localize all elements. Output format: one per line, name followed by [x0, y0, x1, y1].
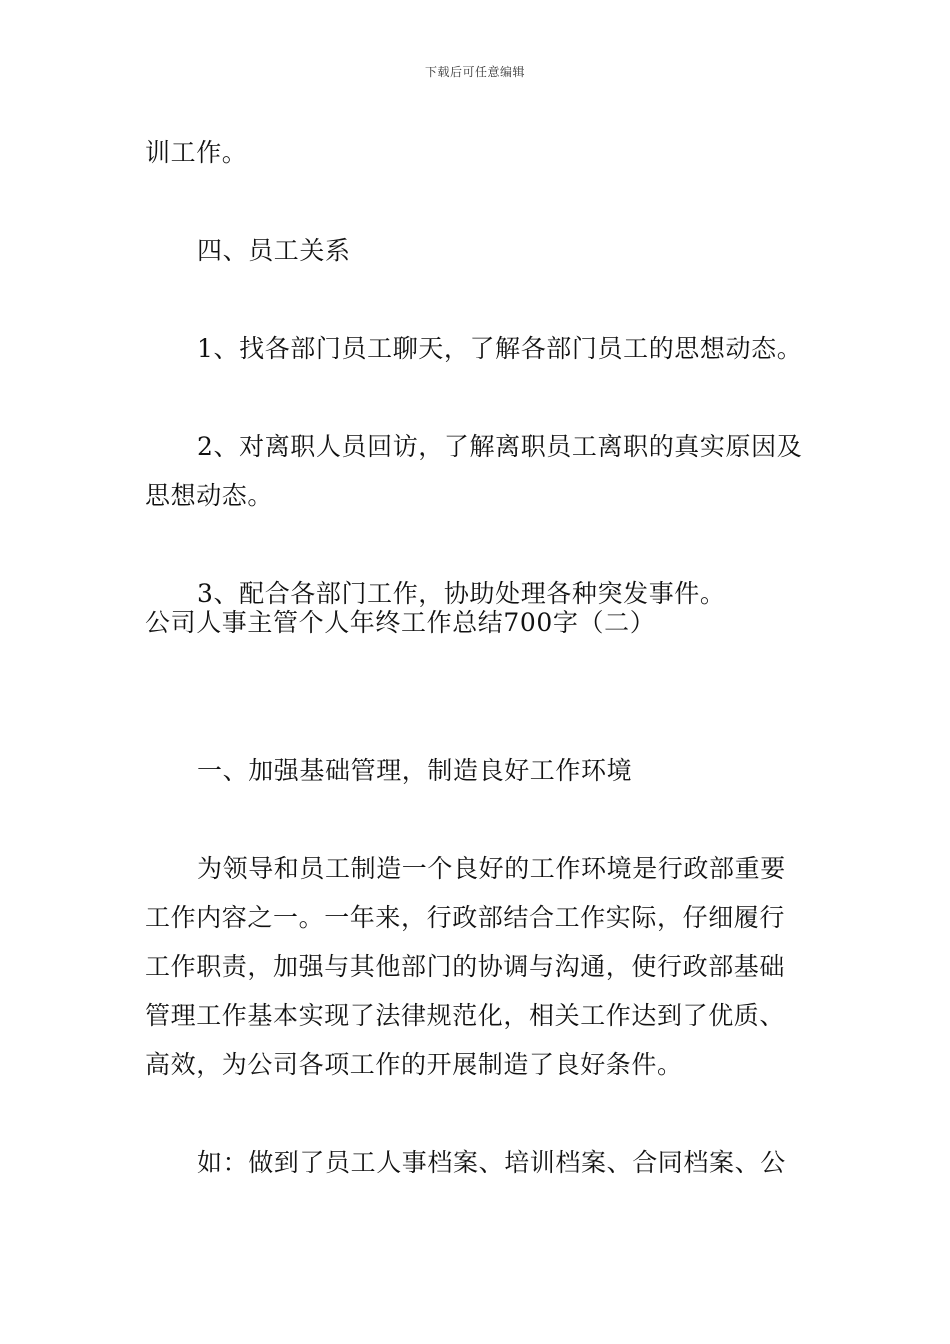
- list-item: 1、找各部门员工聊天，了解各部门员工的思想动态。: [197, 334, 803, 363]
- paragraph-gap: [145, 275, 810, 324]
- paragraph-line: 训工作。: [145, 138, 248, 167]
- paragraph-line: 如：做到了员工人事档案、培训档案、合同档案、公: [197, 1148, 786, 1177]
- section-heading: 四、员工关系: [197, 236, 351, 265]
- paragraph-line: 工作内容之一。一年来，行政部结合工作实际，仔细履行: [145, 903, 786, 932]
- paragraph-gap: [145, 795, 810, 844]
- paragraph-line: 管理工作基本实现了法律规范化，相关工作达到了优质、: [145, 1001, 786, 1030]
- paragraph-line: 思想动态。: [145, 481, 274, 510]
- paragraph-gap: [145, 177, 810, 226]
- page-header: 下载后可任意编辑: [424, 65, 525, 79]
- list-item: 2、对离职人员回访，了解离职员工离职的真实原因及: [197, 432, 803, 461]
- document-body: [145, 128, 810, 1187]
- paragraph-line: 为领导和员工制造一个良好的工作环境是行政部重要: [197, 854, 786, 883]
- paragraph-line: 高效，为公司各项工作的开展制造了良好条件。: [145, 1050, 683, 1079]
- paragraph-gap: [145, 373, 810, 422]
- document-title: 公司人事主管个人年终工作总结700字（二）: [145, 608, 656, 637]
- paragraph-gap: [145, 520, 810, 569]
- paragraph-line: 工作职责，加强与其他部门的协调与沟通，使行政部基础: [145, 952, 786, 981]
- paragraph-gap: [145, 1089, 810, 1138]
- paragraph-gap: [145, 647, 810, 746]
- list-item: 3、配合各部门工作，协助处理各种突发事件。: [197, 579, 726, 608]
- section-heading: 一、加强基础管理，制造良好工作环境: [197, 756, 633, 785]
